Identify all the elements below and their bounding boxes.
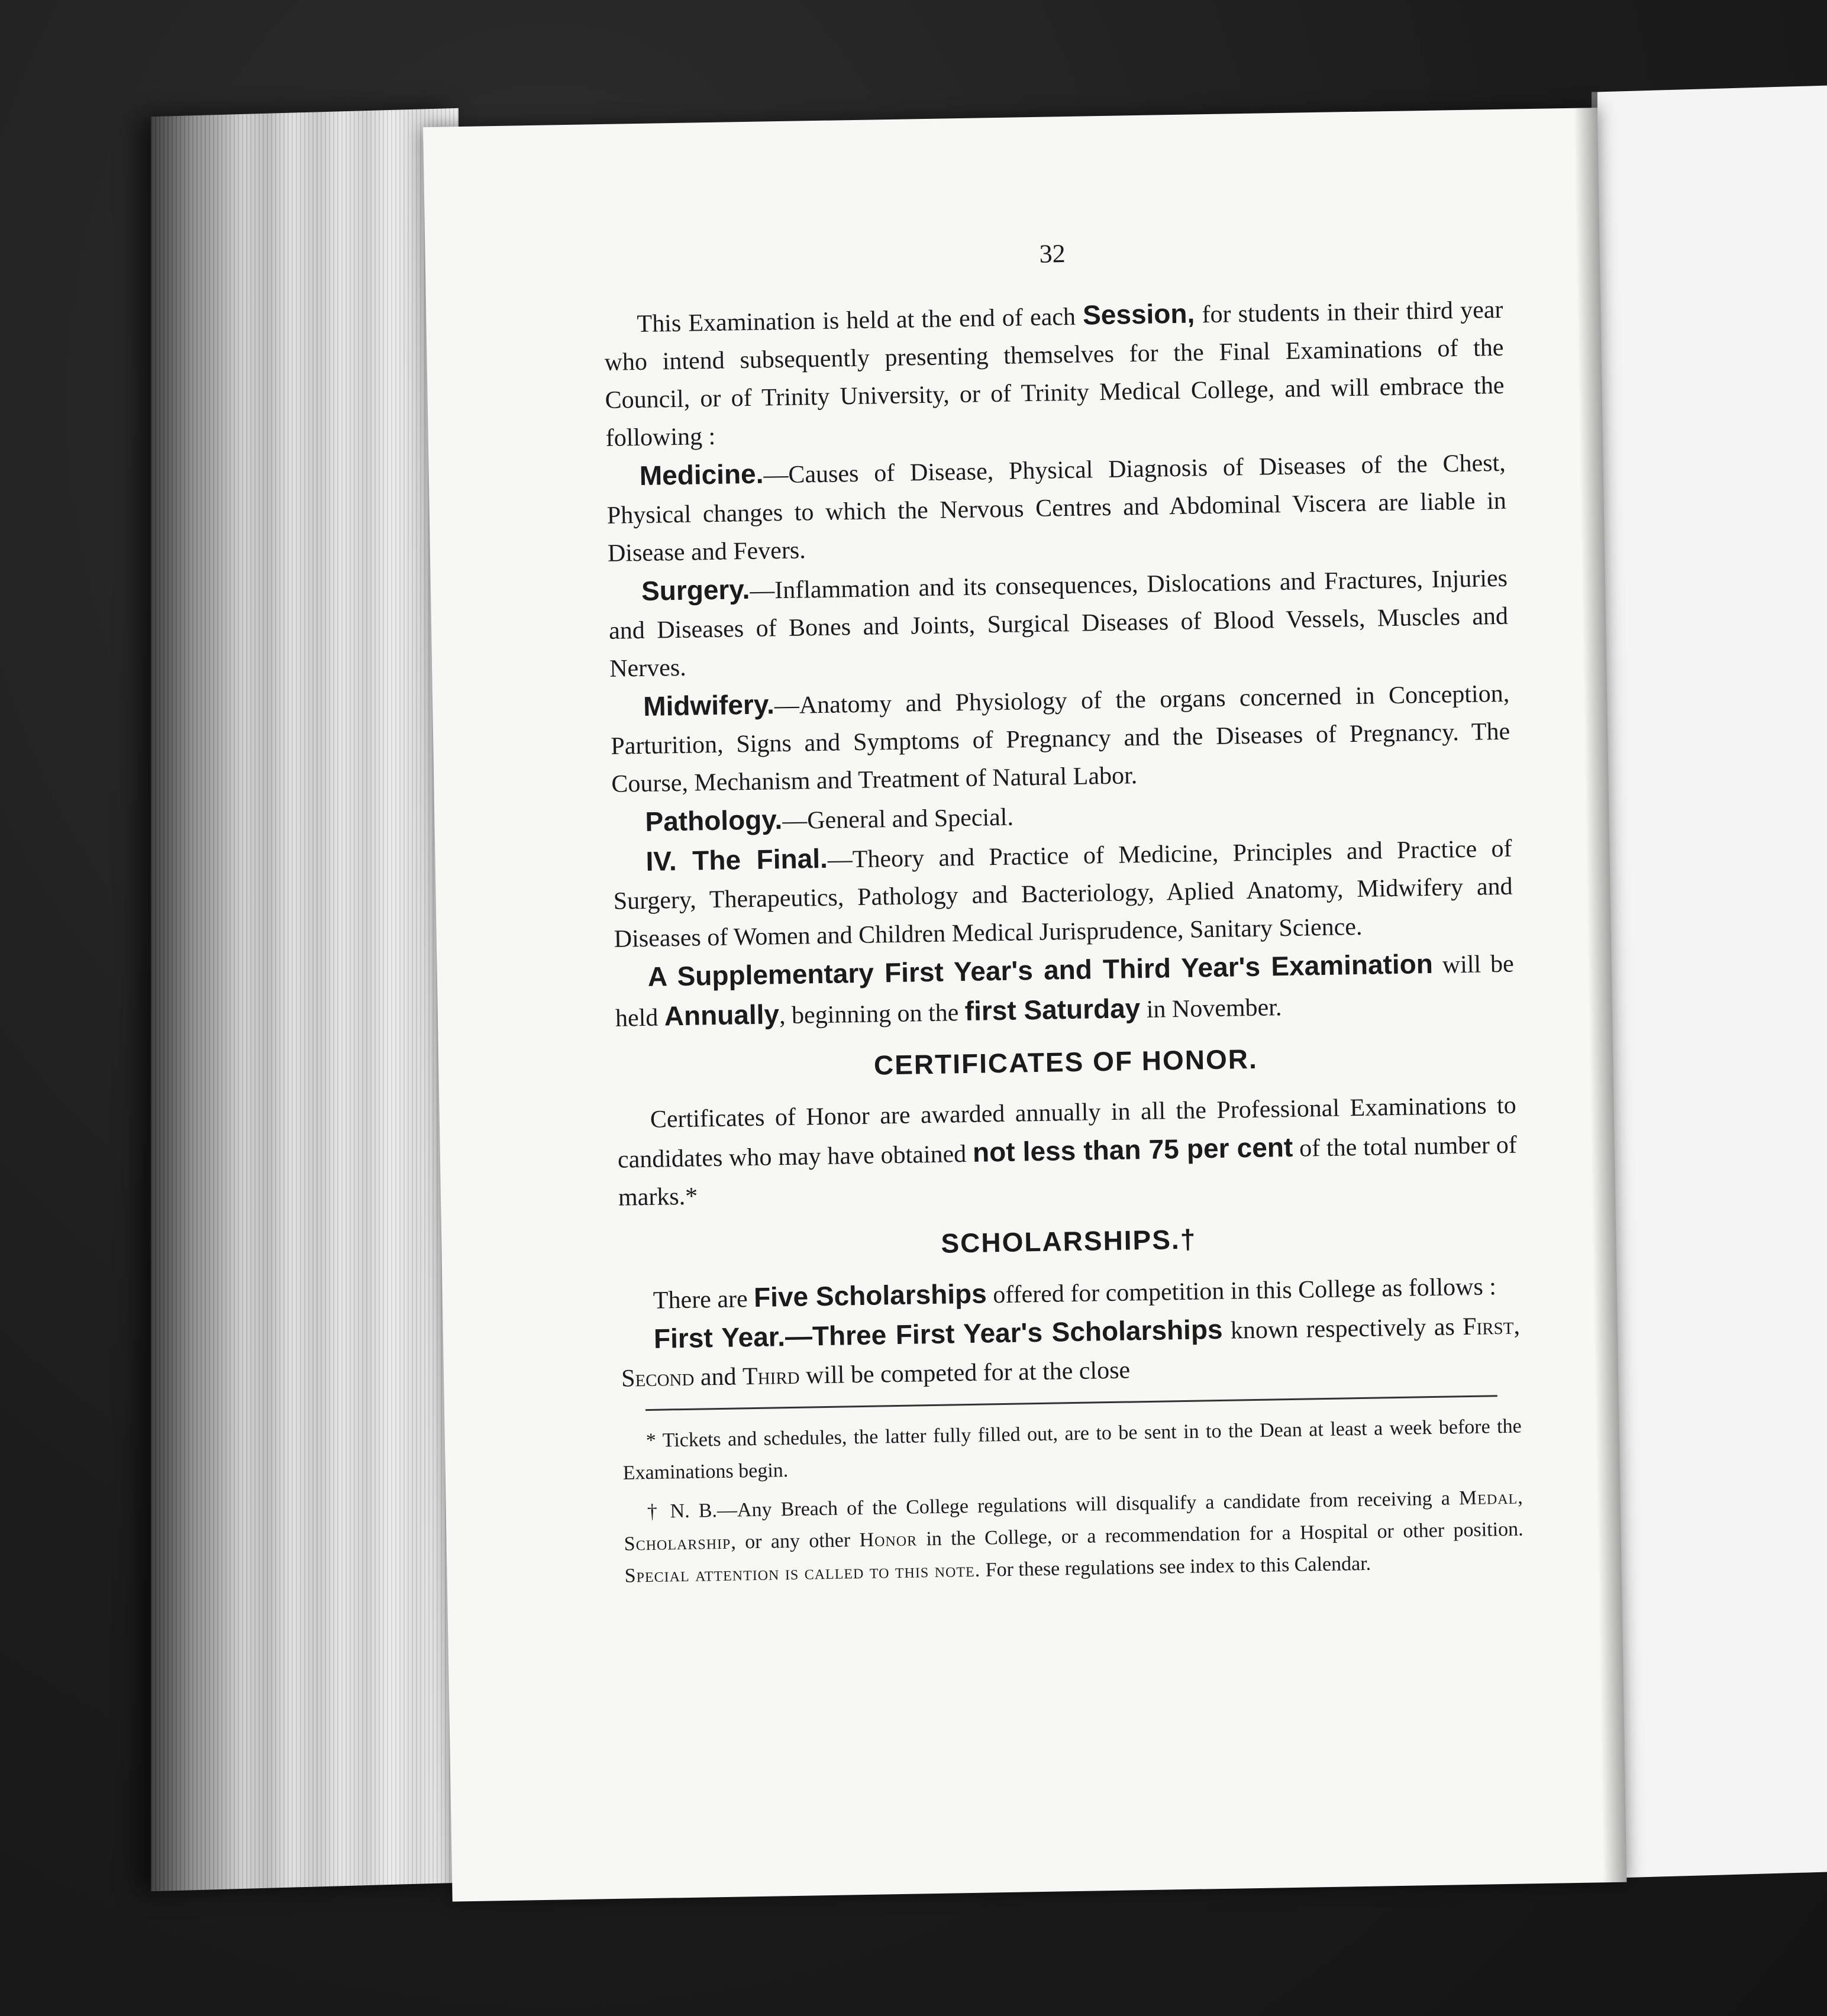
nb-medal: Medal [1458,1486,1518,1510]
pathology-heading: Pathology. [645,804,783,837]
facing-page [1592,85,1827,1878]
nb-special-attention: Special attention is called to this note. [624,1559,981,1587]
certificates-text-c: of the total number of marks.* [618,1131,1518,1211]
intro-text-a: This Examination is held at the end of each [637,303,1083,338]
scholarships-text-a: There are [653,1285,754,1314]
page-number: 32 [1039,239,1066,269]
scholarships-five: Five Scholarships [753,1278,987,1313]
first-year-comma: , [1513,1312,1521,1340]
scholarships-heading: SCHOLARSHIPS.† [941,1223,1197,1259]
intro-text-c: for students in their third year who intend subsequently presenting themselves for the Final Examinations of the Council, or of Trinity University, or of Trinity Medical College, and will embrace the following : [604,296,1505,452]
final-text: —Theory and Practice of Medicine, Principles and Practice of Surgery, Therapeutics, Pathology and Bacteriology, Aplied Anatomy, Midwifery and Diseases of Women and Children Medical Jurisprudence, Sanitary Science. [613,835,1513,953]
footnote-tickets: * Tickets and schedules, the latter fully filled out, are to be sent in to the Dean at least a week before the Examinations begin. [622,1415,1522,1484]
supplementary-paragraph [614,944,1515,1038]
nb-text-e: For these regulations see index to this Calendar. [980,1552,1371,1581]
supplementary-annually: Annually [664,999,780,1032]
certificates-threshold: not less than 75 per cent [972,1131,1293,1168]
certificates-paragraph [616,1087,1518,1217]
first-year-text-c: known respectively as [1222,1313,1463,1345]
midwifery-text: —Anatomy and Physiology of the organs concerned in Conception, Parturition, Signs and Symptoms of Pregnancy and the Diseases of Pregnancy. The Course, Mechanism and Treatment of Natural Labor. [611,680,1510,798]
book-page-edges [151,108,459,1892]
supplementary-text-f: in November. [1140,994,1282,1024]
midwifery-heading: Midwifery. [643,689,775,722]
first-year-second: Second [621,1364,695,1393]
certificates-heading: CERTIFICATES OF HONOR. [873,1043,1258,1081]
nb-text-c: , or any other [731,1529,860,1553]
nb-text-a: † N. B.—Any Breach of the College regulations will disqualify a candidate from receiving a [647,1487,1460,1523]
medicine-text: —Causes of Disease, Physical Diagnosis of Diseases of the Chest, Physical changes to which the Nervous Centres and Abdominal Viscera are liable in Disease and Fevers. [606,449,1507,567]
footnote-divider [645,1395,1497,1411]
supplementary-first-saturday: first Saturday [964,993,1141,1027]
medicine-heading: Medicine. [639,458,764,492]
nb-text-d: in the College, or a recommendation for a Hospital or other position. [916,1518,1523,1550]
first-year-scholarships: —Three First Year's Scholarships [785,1313,1223,1352]
nb-comma: , [1517,1486,1523,1508]
page-content [602,228,1524,1600]
surgery-text: —Inflammation and its consequences, Dislocations and Fractures, Injuries and Diseases of Bones and Joints, Surgical Diseases of Blood Vessels, Muscles and Nerves. [608,564,1509,683]
first-year-text-f: will be competed for at the close [799,1356,1131,1390]
supplementary-heading: A Supplementary First Year's and Third Year's Examination [647,948,1434,992]
midwifery-paragraph [610,673,1511,803]
surgery-heading: Surgery. [641,573,750,606]
final-heading: IV. The Final. [645,842,828,877]
footnote-nb [623,1482,1523,1592]
first-year-heading: First Year. [653,1321,786,1354]
nb-honor: Honor [859,1528,918,1552]
printed-page [423,108,1626,1901]
supplementary-text-b: will be held [615,950,1515,1032]
first-year-paragraph [620,1306,1521,1398]
intro-paragraph [603,289,1505,457]
supplementary-text-d: , beginning on the [779,999,966,1030]
final-paragraph [612,828,1513,958]
first-year-third: Third [742,1362,800,1391]
medicine-paragraph [606,442,1507,573]
first-year-first: First [1462,1312,1514,1341]
scholarships-text-c: offered for competition in this College as follows : [986,1273,1497,1309]
certificates-text-a: Certificates of Honor are awarded annually in all the Professional Examinations to candidates who may have obtained [617,1091,1517,1174]
nb-scholarship: Scholarship [624,1531,731,1555]
surgery-paragraph [608,558,1509,688]
pathology-text: —General and Special. [782,803,1014,835]
intro-session: Session, [1082,298,1195,331]
first-year-and: and [693,1363,743,1391]
